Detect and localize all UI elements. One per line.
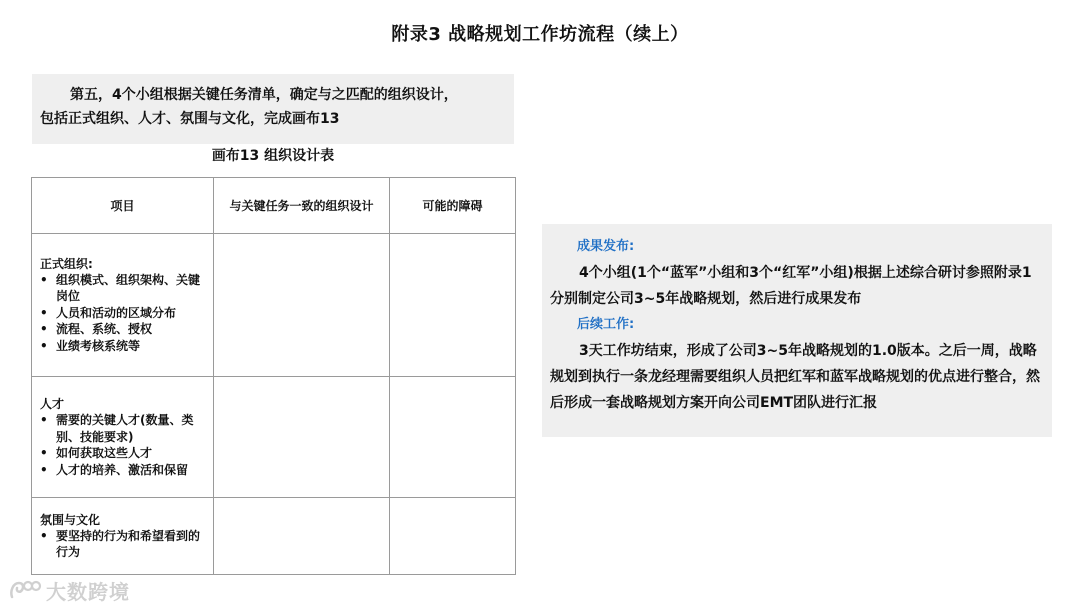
followup-label: 后续工作: [577,317,635,332]
logo-icon [8,577,42,603]
list-item: • 需要的关键人才(数量、类别、技能要求) [40,412,207,445]
results-label: 成果发布: [577,239,635,254]
results-paragraph [550,260,1044,312]
intro-line-1 [40,83,504,107]
table-row-talent [32,377,516,498]
table-row-formal-org [32,234,516,377]
watermark-text: 大数跨境 [46,579,130,604]
table-header-row [32,178,516,234]
header-obstacles: 可能的障碍 [390,178,516,234]
results-box [542,224,1052,437]
culture-heading: 氛围与文化 [40,512,101,527]
formal-org-heading: 正式组织: [40,256,93,271]
table-row-culture [32,498,516,575]
table-caption: 画布13 组织设计表 [211,148,335,164]
header-org-design: 与关键任务一致的组织设计 [214,178,390,234]
list-item: • 人员和活动的区域分布 [40,305,207,322]
list-item: • 人才的培养、激活和保留 [40,462,207,479]
intro-line-2: 包括正式组织、人才、氛围与文化，完成画布13 [40,111,340,127]
intro-line-1-text: 第五，4个小组根据关键任务清单，确定与之匹配的组织设计， [70,87,458,103]
followup-text: 3天工作坊结束，形成了公司3~5年战略规划的1.0版本。之后一周，战略规划到执行一条龙经理需要组织人员把红军和蓝军战略规划的优点进行整合，然后形成一套战略规划方案开向公司EMT团队进行汇报 [550,343,1040,411]
org-design-table [31,177,516,575]
intro-box [32,74,514,144]
list-item: • 如何获取这些人才 [40,445,207,462]
list-item: • 要坚持的行为和希望看到的行为 [40,528,207,561]
cell-org-design-culture[interactable] [214,498,390,575]
cell-culture [32,498,214,575]
list-item: • 业绩考核系统等 [40,338,207,355]
cell-obstacles-formal[interactable] [390,234,516,377]
followup-paragraph [550,338,1044,416]
watermark [8,574,130,606]
talent-heading: 人才 [40,397,65,411]
header-item: 项目 [32,178,214,234]
list-item: • 流程、系统、授权 [40,321,207,338]
list-item: • 组织模式、组织架构、关键岗位 [40,272,207,305]
cell-talent [32,377,214,498]
results-text: 4个小组(1个“蓝军”小组和3个“红军”小组)根据上述综合研讨参照附录1分别制定公司3~5年战略规划，然后进行成果发布 [550,265,1032,307]
page-title: 附录3 战略规划工作坊流程（续上） [391,24,689,45]
cell-org-design-formal[interactable] [214,234,390,377]
cell-formal-org [32,234,214,377]
cell-obstacles-culture[interactable] [390,498,516,575]
cell-org-design-talent[interactable] [214,377,390,498]
cell-obstacles-talent[interactable] [390,377,516,498]
